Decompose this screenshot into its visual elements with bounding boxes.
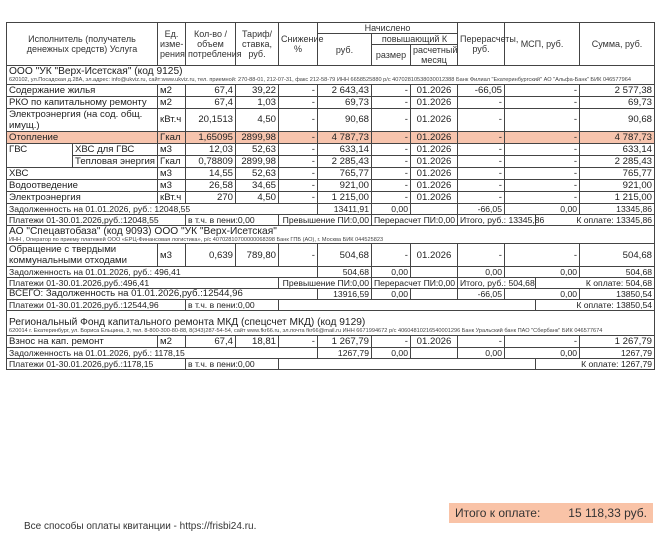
empty-cell xyxy=(411,289,458,300)
org3-debt-label: Задолженность на 01.01.2026, руб.: 1178,15 xyxy=(7,347,318,358)
header-size: размер xyxy=(372,45,411,66)
empty-cell xyxy=(411,203,458,214)
service-accrued: 69,73 xyxy=(318,96,372,108)
service-accrued: 921,00 xyxy=(318,179,372,191)
header-calc-month: расчетный месяц xyxy=(411,45,458,66)
org2-pay-due-value: 504,68 xyxy=(625,278,653,289)
service-tariff: 39,22 xyxy=(236,84,279,96)
service-accrued: 4 787,73 xyxy=(318,131,372,143)
org1-details-row xyxy=(7,77,655,84)
org2-pay-recalc-pi: Перерасчет ПИ:0,00 xyxy=(372,278,458,289)
org2-pay-due xyxy=(536,278,655,289)
service-sum: 2 285,43 xyxy=(580,155,655,167)
service-size: - xyxy=(372,179,411,191)
total-debt-sum: 13850,54 xyxy=(580,289,655,300)
service-volume: 0,78809 xyxy=(186,155,236,167)
service-volume: 14,55 xyxy=(186,167,236,179)
service-sum: 90,68 xyxy=(580,108,655,131)
service-sum: 921,00 xyxy=(580,179,655,191)
header-unit: Ед. изме- рения xyxy=(158,23,186,66)
service-recalc: - xyxy=(458,335,505,347)
org3-pay-row xyxy=(7,358,655,369)
header-tariff: Тариф/ ставка, руб. xyxy=(236,23,279,66)
org3-pay-peni: в т.ч. в пени:0,00 xyxy=(186,358,279,369)
org1-debt-row xyxy=(7,203,655,214)
service-msp: - xyxy=(505,244,580,267)
org1-pay-row xyxy=(7,214,655,225)
org2-debt-rub: 504,68 xyxy=(318,267,372,278)
service-sum: 2 577,38 xyxy=(580,84,655,96)
service-recalc: -66,05 xyxy=(458,84,505,96)
org3-pay-due-value: 1267,79 xyxy=(620,358,653,369)
service-name: Водоотведение xyxy=(7,179,158,191)
org1-debt-label: Задолженность на 01.01.2026, руб.: 12048,55 xyxy=(7,203,318,214)
service-volume: 67,4 xyxy=(186,96,236,108)
service-recalc: - xyxy=(458,179,505,191)
total-pay-due xyxy=(536,300,655,311)
org1-details: 620102, ул.Посадская д.28А, эл.адрес: info@ukviz.ru, сайт:www.ukviz.ru, тел. приемной: 270-88-01, 212-07-31, факс 212-58-79 ИНН 6658525880 р/с 40702810538030012388 Банк Филиал "Екатеринбургский" АО "Альфа-Банк" БИК 046577964 xyxy=(7,77,655,84)
org1-pay-due-label: К оплате: xyxy=(576,214,614,225)
total-pay-peni: в т.ч. в пени:0,00 xyxy=(186,300,279,311)
org2-pay-label: Платежи 01-30.01.2026,руб.:496,41 xyxy=(7,278,279,289)
service-tariff: 34,65 xyxy=(236,179,279,191)
service-volume: 67,4 xyxy=(186,335,236,347)
org2-pay-due-label: К оплате: xyxy=(585,278,624,289)
org3-debt-row xyxy=(7,347,655,358)
service-accrued: 1 267,79 xyxy=(318,335,372,347)
org1-pay-due xyxy=(536,214,655,225)
total-pay-label: Платежи 01-30.01.2026,руб.:12544,96 xyxy=(7,300,186,311)
header-sum: Сумма, руб. xyxy=(580,23,655,66)
service-volume: 20,1513 xyxy=(186,108,236,131)
service-volume: 1,65095 xyxy=(186,131,236,143)
org2-debt-row xyxy=(7,267,655,278)
service-reduction: - xyxy=(279,96,318,108)
service-sum: 1 267,79 xyxy=(580,335,655,347)
service-row-gvs-1 xyxy=(7,143,655,155)
service-row xyxy=(7,108,655,131)
grand-total-label: Итого к оплате: xyxy=(455,506,541,520)
grand-total xyxy=(449,503,653,523)
service-msp: - xyxy=(505,179,580,191)
service-tariff: 4,50 xyxy=(236,191,279,203)
service-month: 01.2026 xyxy=(411,244,458,267)
org3-pay-due-label: К оплате: xyxy=(581,358,619,369)
header-rub: руб. xyxy=(318,34,372,66)
payment-methods-note: Все способы оплаты квитанции - https://frisbi24.ru. xyxy=(24,521,257,532)
service-name: Отопление xyxy=(7,131,158,143)
service-reduction: - xyxy=(279,84,318,96)
service-month: 01.2026 xyxy=(411,191,458,203)
service-name: Взнос на кап. ремонт xyxy=(7,335,158,347)
org1-pay-due-value: 13345,86 xyxy=(616,214,653,225)
service-unit: кВт.ч xyxy=(158,108,186,131)
service-recalc: - xyxy=(458,244,505,267)
service-tariff: 4,50 xyxy=(236,108,279,131)
service-month: 01.2026 xyxy=(411,143,458,155)
org1-debt-recalc: -66,05 xyxy=(458,203,505,214)
service-reduction: - xyxy=(279,167,318,179)
header-accrued: Начислено xyxy=(318,23,458,34)
org3-debt-msp: 0,00 xyxy=(505,347,580,358)
empty-cell xyxy=(411,267,458,278)
service-row-highlighted xyxy=(7,131,655,143)
org3-title: Региональный Фонд капитального ремонта МКД (спецсчет МКД) (код 9129) xyxy=(7,311,655,329)
service-name: Обращение с твердыми коммунальными отходами xyxy=(7,244,158,267)
header-reduction: Снижение % xyxy=(279,23,318,66)
service-size: - xyxy=(372,96,411,108)
service-size: - xyxy=(372,155,411,167)
service-sum: 69,73 xyxy=(580,96,655,108)
service-recalc: - xyxy=(458,108,505,131)
org2-pay-total: Итого, руб.: 504,68 xyxy=(458,278,536,289)
service-sum: 765,77 xyxy=(580,167,655,179)
service-size: - xyxy=(372,108,411,131)
service-msp: - xyxy=(505,167,580,179)
service-volume: 0,639 xyxy=(186,244,236,267)
header-row-1 xyxy=(7,23,655,34)
org2-debt-recalc: 0,00 xyxy=(458,267,505,278)
service-size: - xyxy=(372,191,411,203)
service-tariff: 52,63 xyxy=(236,143,279,155)
service-name: ХВС xyxy=(7,167,158,179)
header-volume: Кол-во / объем потребления xyxy=(186,23,236,66)
service-sum: 4 787,73 xyxy=(580,131,655,143)
service-row xyxy=(7,96,655,108)
org1-debt-size: 0,00 xyxy=(372,203,411,214)
org3-details-row xyxy=(7,328,655,335)
service-msp: - xyxy=(505,96,580,108)
org2-debt-msp: 0,00 xyxy=(505,267,580,278)
service-reduction: - xyxy=(279,143,318,155)
service-unit: м2 xyxy=(158,84,186,96)
total-pay-due-value: 13850,54 xyxy=(616,300,653,311)
service-volume: 26,58 xyxy=(186,179,236,191)
service-size: - xyxy=(372,335,411,347)
service-row xyxy=(7,244,655,267)
service-month: 01.2026 xyxy=(411,155,458,167)
service-size: - xyxy=(372,167,411,179)
service-row-gvs-2 xyxy=(7,155,655,167)
empty-cell xyxy=(411,347,458,358)
service-row xyxy=(7,84,655,96)
service-reduction: - xyxy=(279,131,318,143)
org3-debt-size: 0,00 xyxy=(372,347,411,358)
org1-pay-excess: Превышение ПИ:0,00 xyxy=(279,214,372,225)
empty-cell xyxy=(279,300,536,311)
service-row xyxy=(7,167,655,179)
service-size: - xyxy=(372,244,411,267)
service-recalc: - xyxy=(458,155,505,167)
service-month: 01.2026 xyxy=(411,335,458,347)
service-recalc: - xyxy=(458,191,505,203)
total-debt-row xyxy=(7,289,655,300)
service-reduction: - xyxy=(279,335,318,347)
org1-title-row xyxy=(7,66,655,78)
total-debt-size: 0,00 xyxy=(372,289,411,300)
org1-debt-sum: 13345,86 xyxy=(580,203,655,214)
service-unit: кВт.ч xyxy=(158,191,186,203)
grand-total-value: 15 118,33 руб. xyxy=(568,506,647,520)
org3-pay-label: Платежи 01-30.01.2026,руб.:1178,15 xyxy=(7,358,186,369)
service-row xyxy=(7,179,655,191)
org2-pay-excess: Превышение ПИ:0,00 xyxy=(279,278,372,289)
service-name: Электроэнергия (на сод. общ. имущ.) xyxy=(7,108,158,131)
service-msp: - xyxy=(505,143,580,155)
service-month: 01.2026 xyxy=(411,108,458,131)
service-sub-name: Тепловая энергия xyxy=(73,155,158,167)
service-accrued: 1 215,00 xyxy=(318,191,372,203)
service-reduction: - xyxy=(279,155,318,167)
service-size: - xyxy=(372,143,411,155)
service-recalc: - xyxy=(458,167,505,179)
service-volume: 12,03 xyxy=(186,143,236,155)
org2-title-row xyxy=(7,225,655,237)
org2-title: АО "Спецавтобаза" (код 9093) ООО "УК "Верх-Исетская" xyxy=(7,225,655,237)
service-tariff: 2899,98 xyxy=(236,131,279,143)
service-name: РКО по капитальному ремонту xyxy=(7,96,158,108)
org1-debt-msp: 0,00 xyxy=(505,203,580,214)
org1-pay-peni: в т.ч. в пени:0,00 xyxy=(186,214,279,225)
org1-pay-recalc-pi: Перерасчет ПИ:0,00 xyxy=(372,214,458,225)
service-accrued: 633,14 xyxy=(318,143,372,155)
service-unit: м3 xyxy=(158,244,186,267)
service-recalc: - xyxy=(458,96,505,108)
header-increasing: повышающий К xyxy=(372,34,458,45)
org2-debt-size: 0,00 xyxy=(372,267,411,278)
org1-debt-rub: 13411,91 xyxy=(318,203,372,214)
empty-cell xyxy=(279,358,536,369)
org3-debt-sum: 1267,79 xyxy=(580,347,655,358)
header-recalc: Перерасчеты, руб. xyxy=(458,23,505,66)
org3-debt-rub: 1267,79 xyxy=(318,347,372,358)
org2-pay-row xyxy=(7,278,655,289)
service-msp: - xyxy=(505,155,580,167)
service-volume: 67,4 xyxy=(186,84,236,96)
header-provider: Исполнитель (получатель денежных средств) Услуга xyxy=(7,23,158,66)
service-volume: 270 xyxy=(186,191,236,203)
service-sum: 504,68 xyxy=(580,244,655,267)
service-sum: 633,14 xyxy=(580,143,655,155)
service-row xyxy=(7,191,655,203)
service-msp: - xyxy=(505,108,580,131)
org3-debt-recalc: 0,00 xyxy=(458,347,505,358)
service-tariff: 789,80 xyxy=(236,244,279,267)
service-name: Электроэнергия xyxy=(7,191,158,203)
service-tariff: 52,63 xyxy=(236,167,279,179)
org2-details: ИНН , Оператор по приему платежей ООО «ЕРЦ-Финансовая логистика», р/с 40702810700000068398 Банк ГПБ (АО), г. Москва БИК 044525823 xyxy=(7,237,655,244)
service-month: 01.2026 xyxy=(411,84,458,96)
org1-pay-total: Итого, руб.: 13345,86 xyxy=(458,214,536,225)
total-debt-msp: 0,00 xyxy=(505,289,580,300)
service-msp: - xyxy=(505,191,580,203)
service-recalc: - xyxy=(458,143,505,155)
service-reduction: - xyxy=(279,179,318,191)
total-debt-recalc: -66,05 xyxy=(458,289,505,300)
service-msp: - xyxy=(505,84,580,96)
service-unit: м3 xyxy=(158,167,186,179)
service-tariff: 1,03 xyxy=(236,96,279,108)
service-unit: Гкал xyxy=(158,131,186,143)
org1-pay-label: Платежи 01-30.01.2026,руб.:12048,55 xyxy=(7,214,186,225)
receipt-table-wrapper xyxy=(6,22,654,370)
service-accrued: 90,68 xyxy=(318,108,372,131)
service-unit: Гкал xyxy=(158,155,186,167)
service-unit: м2 xyxy=(158,96,186,108)
service-tariff: 18,81 xyxy=(236,335,279,347)
service-sub-name: ХВС для ГВС xyxy=(73,143,158,155)
org2-debt-label: Задолженность на 01.01.2026, руб.: 496,41 xyxy=(7,267,318,278)
org3-pay-due xyxy=(536,358,655,369)
org3-title-row xyxy=(7,311,655,329)
service-sum: 1 215,00 xyxy=(580,191,655,203)
service-unit: м3 xyxy=(158,143,186,155)
service-row xyxy=(7,335,655,347)
total-debt-label: ВСЕГО: Задолженность на 01.01.2026,руб.:12544,96 xyxy=(7,289,318,300)
service-group-gvs: ГВС xyxy=(7,143,73,167)
service-tariff: 2899,98 xyxy=(236,155,279,167)
service-reduction: - xyxy=(279,191,318,203)
service-unit: м2 xyxy=(158,335,186,347)
service-accrued: 504,68 xyxy=(318,244,372,267)
service-size: - xyxy=(372,84,411,96)
org1-title: ООО "УК "Верх-Исетская" (код 9125) xyxy=(7,66,655,78)
org3-details: 620014 г. Екатеринбург, ул. Бориса Ельцина, 3, тел. 8-800-300-80-88, 8(343)287-54-54, сайт www.fkr66.ru, эл.почта fkr66@mail.ru ИНН 6671994672 р/с 40604810216540001296 Банк Уральский банк ПАО "Сбербанк" БИК 046577674 xyxy=(7,328,655,335)
total-debt-rub: 13916,59 xyxy=(318,289,372,300)
service-msp: - xyxy=(505,131,580,143)
service-month: 01.2026 xyxy=(411,179,458,191)
service-name: Содержание жилья xyxy=(7,84,158,96)
service-accrued: 765,77 xyxy=(318,167,372,179)
service-reduction: - xyxy=(279,244,318,267)
org2-details-row xyxy=(7,237,655,244)
service-accrued: 2 643,43 xyxy=(318,84,372,96)
service-recalc: - xyxy=(458,131,505,143)
total-pay-due-label: К оплате: xyxy=(576,300,614,311)
service-reduction: - xyxy=(279,108,318,131)
service-accrued: 2 285,43 xyxy=(318,155,372,167)
receipt-table xyxy=(6,22,655,370)
service-month: 01.2026 xyxy=(411,96,458,108)
service-unit: м3 xyxy=(158,179,186,191)
service-month: 01.2026 xyxy=(411,167,458,179)
total-pay-row xyxy=(7,300,655,311)
org2-debt-sum: 504,68 xyxy=(580,267,655,278)
service-size: - xyxy=(372,131,411,143)
service-msp: - xyxy=(505,335,580,347)
service-month: 01.2026 xyxy=(411,131,458,143)
header-msp: МСП, руб. xyxy=(505,23,580,66)
